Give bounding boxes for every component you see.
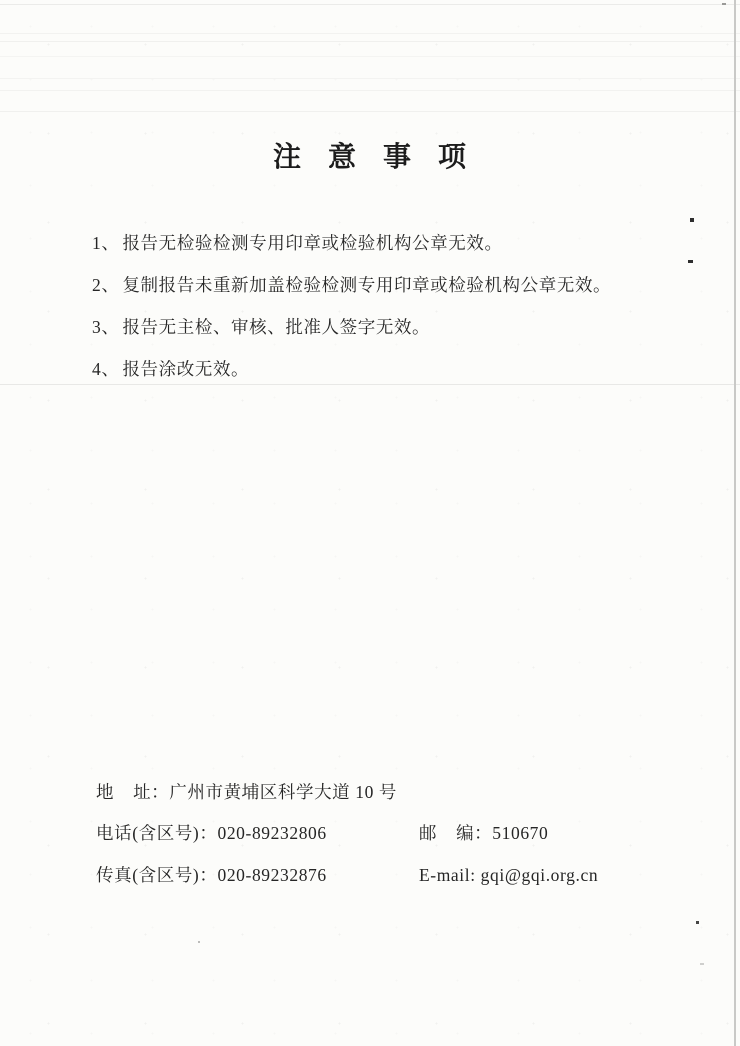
notice-item-4 (92, 360, 249, 379)
notice-number: 4、 (92, 359, 120, 379)
scan-speck (696, 921, 699, 924)
scan-line (0, 33, 740, 34)
notice-item-3 (92, 318, 430, 337)
scan-speck (690, 218, 694, 222)
scan-line (0, 56, 740, 57)
notice-number: 3、 (92, 317, 120, 337)
scan-speck (198, 941, 200, 943)
scan-line (0, 90, 740, 91)
scan-line (0, 384, 740, 385)
page-title: 注 意 事 项 (272, 142, 467, 173)
fax-value: 020-89232876 (217, 865, 327, 885)
scan-line (0, 78, 740, 79)
address-line (96, 783, 397, 802)
notice-item-2 (92, 276, 611, 295)
notice-item-1 (92, 234, 503, 253)
scan-line (0, 4, 740, 5)
email-line (419, 866, 598, 885)
scan-speck (722, 3, 726, 5)
notice-text: 报告涂改无效。 (122, 359, 250, 379)
fax-label: 传真(含区号)： (96, 865, 218, 885)
phone-value: 020-89232806 (217, 823, 327, 843)
phone-line (96, 824, 327, 843)
scan-speck (688, 260, 693, 263)
notice-text: 报告无检验检测专用印章或检验机构公章无效。 (122, 233, 503, 253)
postcode-label: 邮 编： (419, 823, 493, 843)
scan-line (0, 41, 740, 42)
notice-number: 1、 (92, 233, 120, 253)
fax-line (96, 866, 327, 885)
email-value: gqi@gqi.org.cn (475, 865, 599, 885)
scan-line (0, 111, 740, 112)
email-label: E-mail: (419, 865, 476, 885)
scan-speck (700, 963, 704, 965)
postcode-value: 510670 (492, 823, 549, 843)
notice-text: 报告无主检、审核、批准人签字无效。 (122, 317, 431, 337)
notice-text: 复制报告未重新加盖检验检测专用印章或检验机构公章无效。 (122, 275, 612, 295)
address-label: 地 址： (96, 782, 170, 802)
postcode-line (419, 824, 548, 843)
notice-number: 2、 (92, 275, 120, 295)
phone-label: 电话(含区号)： (96, 823, 218, 843)
address-value: 广州市黄埔区科学大道 10 号 (169, 782, 398, 802)
